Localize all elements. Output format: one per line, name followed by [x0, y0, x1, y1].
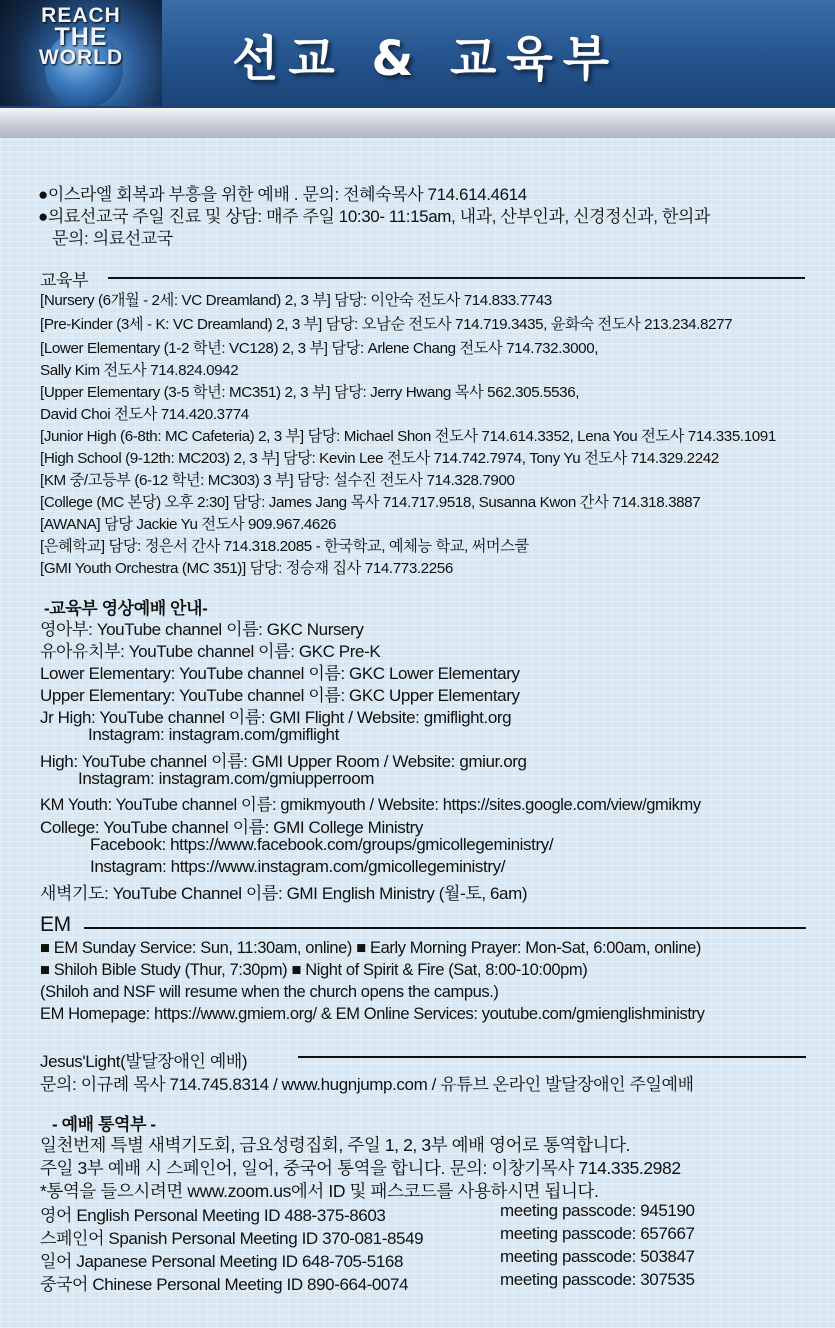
video-line: High: YouTube channel 이름: GMI Upper Room / Website: gmiur.org	[40, 752, 527, 771]
meeting-passcode-chinese: meeting passcode: 307535	[500, 1270, 695, 1289]
meeting-passcode-english: meeting passcode: 945190	[500, 1201, 695, 1220]
video-line: Lower Elementary: YouTube channel 이름: GKC Lower Elementary	[40, 664, 520, 683]
video-line: Instagram: https://www.instagram.com/gmicollegeministry/	[90, 857, 506, 876]
education-line: [Upper Elementary (3-5 학년: MC351) 2, 3 부] 담당: Jerry Hwang 목사 562.305.5536,	[40, 384, 580, 401]
em-heading: EM	[40, 913, 71, 936]
meeting-id-english: 영어 English Personal Meeting ID 488-375-8603	[40, 1206, 386, 1225]
video-line: Instagram: instagram.com/gmiupperroom	[78, 769, 375, 788]
video-line: KM Youth: YouTube channel 이름: gmikmyouth / Website: https://sites.google.com/view/gmikmy	[40, 796, 701, 814]
video-line: Jr High: YouTube channel 이름: GMI Flight / Website: gmiflight.org	[40, 708, 512, 727]
announcement-israel: ●이스라엘 회복과 부흥을 위한 예배 . 문의: 전혜숙목사 714.614.4614	[38, 185, 527, 204]
education-line: [KM 중/고등부 (6-12 학년: MC303) 3 부] 담당: 설수진 전도사 714.328.7900	[40, 472, 515, 489]
education-line: Sally Kim 전도사 714.824.0942	[40, 362, 239, 379]
jesus-light-heading-rule	[298, 1056, 806, 1058]
header-divider-strip	[0, 108, 835, 138]
logo-line-3: WORLD	[38, 46, 124, 69]
meeting-id-spanish: 스페인어 Spanish Personal Meeting ID 370-081-8549	[40, 1229, 424, 1248]
interpretation-zoom-note: *통역을 들으시려면 www.zoom.us에서 ID 및 패스코드를 사용하시면 됩니다.	[40, 1181, 599, 1201]
video-heading: -교육부 영상예배 안내-	[44, 599, 208, 618]
education-line: [은혜학교] 담당: 정은서 간사 714.318.2085 - 한국학교, 예체능 학교, 써머스쿨	[40, 538, 529, 555]
education-line: [Pre-Kinder (3세 - K: VC Dreamland) 2, 3 부] 담당: 오남순 전도사 714.719.3435, 윤화숙 전도사 213.234.8277	[40, 316, 733, 333]
education-heading: 교육부	[40, 271, 89, 290]
education-line: [Nursery (6개월 - 2세: VC Dreamland) 2, 3 부] 담당: 이안숙 전도사 714.833.7743	[40, 292, 552, 309]
interpretation-line: 일천번제 특별 새벽기도회, 금요성령집회, 주일 1, 2, 3부 예배 영어로 통역합니다.	[40, 1135, 631, 1155]
jesus-light-contact: 문의: 이규례 목사 714.745.8314 / www.hugnjump.com / 유튜브 온라인 발달장애인 주일예배	[40, 1075, 694, 1094]
education-line: [Junior High (6-8th: MC Cafeteria) 2, 3 부] 담당: Michael Shon 전도사 714.614.3352, Lena You 전도사 714.335.1091	[40, 428, 776, 445]
video-line: College: YouTube channel 이름: GMI College Ministry	[40, 818, 424, 837]
meeting-passcode-spanish: meeting passcode: 657667	[500, 1224, 695, 1243]
interpretation-heading: - 예배 통역부 -	[52, 1115, 156, 1134]
announcement-medical: ●의료선교국 주일 진료 및 상담: 매주 주일 10:30- 11:15am, 내과, 산부인과, 신경정신과, 한의과	[38, 207, 710, 226]
logo-line-2: THE	[54, 23, 108, 51]
video-line: 유아유치부: YouTube channel 이름: GKC Pre-K	[40, 642, 381, 661]
announcement-medical-contact: 문의: 의료선교국	[52, 229, 173, 248]
jesus-light-heading: Jesus'Light(발달장애인 예배)	[40, 1052, 248, 1071]
page-title: 선교 & 교육부	[232, 31, 620, 87]
em-line: ■ EM Sunday Service: Sun, 11:30am, online) ■ Early Morning Prayer: Mon-Sat, 6:00am, online)	[40, 939, 701, 957]
video-line: Upper Elementary: YouTube channel 이름: GKC Upper Elementary	[40, 686, 520, 705]
education-line: [College (MC 본당) 오후 2:30] 담당: James Jang 목사 714.717.9518, Susanna Kwon 간사 714.318.3887	[40, 494, 701, 511]
logo-line-1: REACH	[41, 4, 121, 27]
education-heading-rule	[108, 277, 805, 279]
interpretation-line: 주일 3부 예배 시 스페인어, 일어, 중국어 통역을 합니다. 문의: 이창기목사 714.335.2982	[40, 1158, 681, 1178]
video-line: Instagram: instagram.com/gmiflight	[88, 725, 339, 744]
meeting-id-japanese: 일어 Japanese Personal Meeting ID 648-705-5168	[40, 1252, 404, 1271]
page-header	[0, 0, 835, 109]
education-line: [AWANA] 담당 Jackie Yu 전도사 909.967.4626	[40, 516, 337, 533]
meeting-passcode-japanese: meeting passcode: 503847	[500, 1247, 695, 1266]
meeting-id-chinese: 중국어 Chinese Personal Meeting ID 890-664-0074	[40, 1275, 409, 1294]
video-line: 영아부: YouTube channel 이름: GKC Nursery	[40, 620, 364, 639]
em-line: ■ Shiloh Bible Study (Thur, 7:30pm) ■ Night of Spirit & Fire (Sat, 8:00-10:00pm)	[40, 961, 588, 979]
em-line: (Shiloh and NSF will resume when the church opens the campus.)	[40, 983, 499, 1001]
em-heading-rule	[84, 927, 806, 929]
video-line: Facebook: https://www.facebook.com/groups/gmicollegeministry/	[90, 835, 554, 854]
reach-the-world-logo	[0, 0, 162, 106]
education-line: [GMI Youth Orchestra (MC 351)] 담당: 정승재 집사 714.773.2256	[40, 560, 453, 577]
em-line: EM Homepage: https://www.gmiem.org/ & EM Online Services: youtube.com/gmienglishministry	[40, 1005, 705, 1023]
content-area	[0, 138, 835, 1328]
education-line: [High School (9-12th: MC203) 2, 3 부] 담당: Kevin Lee 전도사 714.742.7974, Tony Yu 전도사 714.329.2242	[40, 450, 719, 467]
education-line: David Choi 전도사 714.420.3774	[40, 406, 249, 423]
video-line: 새벽기도: YouTube Channel 이름: GMI English Ministry (월-토, 6am)	[40, 884, 528, 903]
education-line: [Lower Elementary (1-2 학년: VC128) 2, 3 부] 담당: Arlene Chang 전도사 714.732.3000,	[40, 340, 599, 357]
